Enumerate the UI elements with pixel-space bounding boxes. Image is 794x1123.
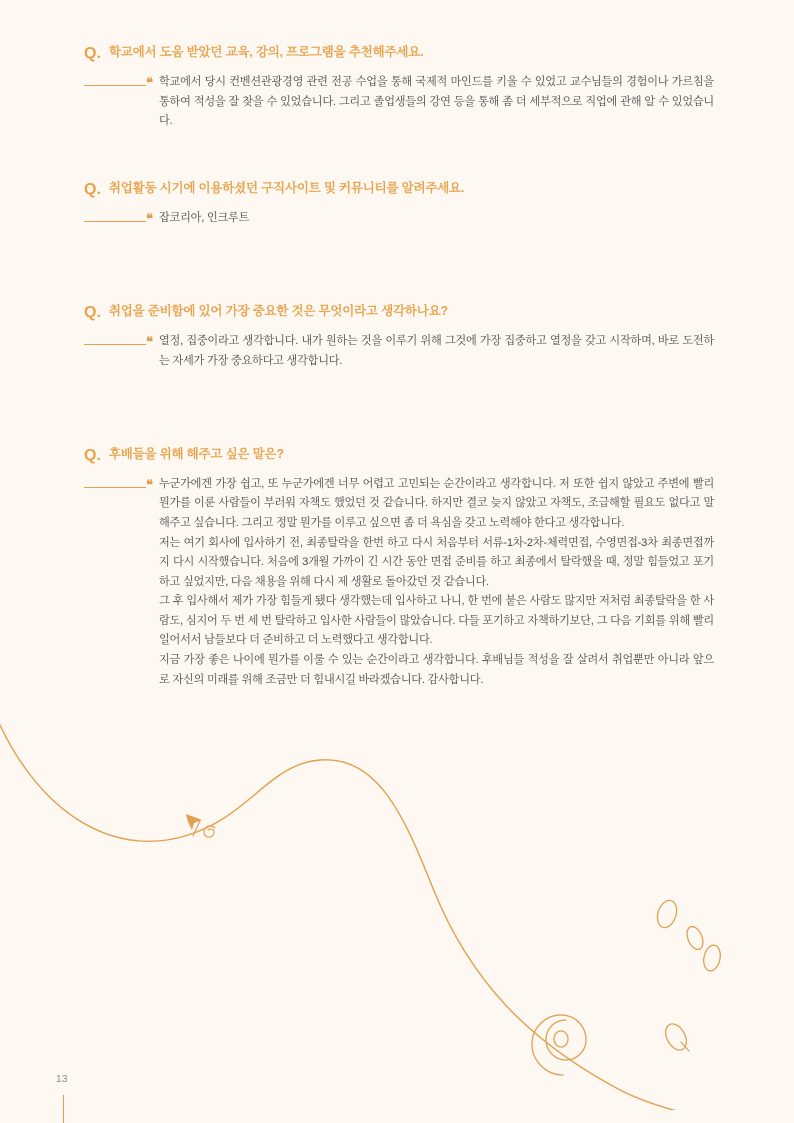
answer-paragraph: 누군가에겐 가장 쉽고, 또 누군가에겐 너무 어렵고 고민되는 순간이라고 생각합니다. 저 또한 쉽지 않았고 주변에 빨리 뭔가를 이룬 사람들이 부러워 자책도 했었던 것 같습니다. 하지만 결코 늦지 않았고 자책도, 조급해할 필요도 없다고 말해주고 싶습니다. 그리고 정말 뭔가를 이루고 싶으면 좀 더 욕심을 갖고 노력해야 한다고 생각합니다. [159,477,714,529]
answer-text [159,475,714,691]
answer-row [84,475,714,691]
question-row [84,303,714,322]
footer-rule [63,1095,64,1123]
spacer [84,398,714,446]
qa-item [84,180,714,231]
question-text: 후배들을 위해 해주고 싶은 말은? [108,446,284,461]
answer-lead-icon: ❝ [84,213,159,231]
answer-row [84,73,714,132]
question-marker: Q. [84,180,101,198]
qa-item [84,303,714,371]
answer-paragraph: 잡코리아, 인크루트 [159,212,250,225]
answer-paragraph: 열정, 집중이라고 생각합니다. 내가 원하는 것을 이루기 위해 그것에 가장 집중하고 열정을 갖고 시작하며, 바로 도전하는 자세가 가장 중요하다고 생각합니다. [159,335,714,367]
question-text: 학교에서 도움 받았던 교육, 강의, 프로그램을 추천해주세요. [108,45,424,59]
answer-text [159,332,714,371]
question-text: 취업을 준비함에 있어 가장 중요한 것은 무엇이라고 생각하나요? [108,304,448,319]
question-marker: Q. [84,304,101,322]
question-row [84,446,714,465]
question-text: 취업활동 시기에 이용하셨던 구직사이트 및 커뮤니티를 알려주세요. [108,180,465,195]
spacer [84,257,714,303]
answer-paragraph: 학교에서 당시 컨벤션관광경영 관련 전공 수업을 통해 국제적 마인드를 키울 수 있었고 교수님들의 경험이나 가르침을 통하여 적성을 잘 찾을 수 있었습니다. 그리고 졸업생들의 강연 등을 통해 좀 더 세부적으로 직업에 관해 알 수 있었습니다. [159,76,714,128]
spacer [84,158,714,180]
qa-item [84,446,714,691]
decorative-illustration [0,690,794,1110]
answer-row [84,332,714,371]
question-row [84,44,714,63]
answer-paragraph: 지금 가장 좋은 나이에 뭔가를 이룰 수 있는 순간이라고 생각합니다. 후배님들 적성을 잘 살려서 취업뿐만 아니라 앞으로 자신의 미래를 위해 조금만 더 힘내시길 바라겠습니다. 감사합니다. [159,654,714,686]
question-marker: Q. [84,446,101,464]
answer-paragraph: 저는 여기 회사에 입사하기 전, 최종탈락을 한번 하고 다시 처음부터 서류-1차-2차-체력면접, 수영면접-3차 최종면접까지 다시 시작했습니다. 처음에 3개월 가까이 긴 시간 동안 면접 준비를 하고 최종에서 탈락했을 때, 정말 힘들었고 포기하고 싶었지만, 다음 채용을 위해 다시 제 생활로 돌아갔던 것 같습니다. [159,536,715,588]
question-marker: Q. [84,45,101,62]
qa-list [84,44,714,716]
answer-text [159,209,714,229]
answer-paragraph: 그 후 입사해서 제가 가장 힘들게 됐다 생각했는데 입사하고 나니, 한 번에 붙은 사람도 많지만 저처럼 최종탈락을 한 사람도, 심지어 두 번 세 번 탈락하고 입사한 사람들이 많았습니다. 다들 포기하고 자책하기보단, 그 다음 기회를 위해 빨리 일어서서 남들보다 더 준비하고 더 노력했다고 생각합니다. [159,595,714,647]
qa-item [84,44,714,132]
answer-lead-icon: ❝ [84,479,159,497]
question-row [84,180,714,199]
answer-row [84,209,714,231]
answer-lead-icon: ❝ [84,77,159,95]
answer-text [159,73,714,132]
page-number: 13 [56,1074,68,1085]
answer-lead-icon: ❝ [84,336,159,354]
